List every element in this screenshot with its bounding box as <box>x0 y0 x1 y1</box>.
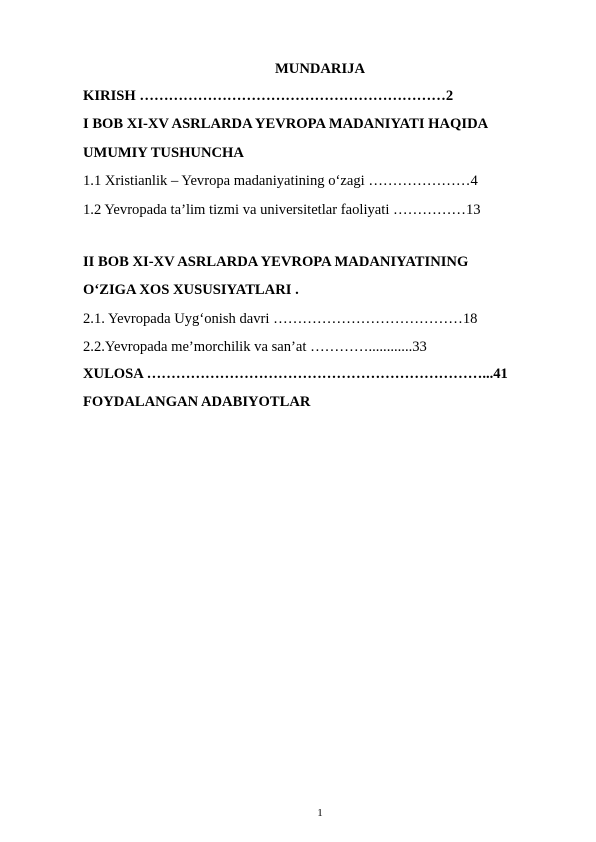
toc-title: MUNDARIJA <box>275 61 365 77</box>
toc-entry-chapter-1-line-2: UMUMIY TUSHUNCHA <box>83 145 244 161</box>
toc-entry-references: FOYDALANGAN ADABIYOTLAR <box>83 394 311 410</box>
toc-entry-chapter-2-line-1: II BOB XI-XV ASRLARDA YEVROPA MADANIYATINING <box>83 254 469 270</box>
toc-entry-chapter-2-line-2: O‘ZIGA XOS XUSUSIYATLARI . <box>83 282 299 298</box>
toc-entry-chapter-1-line-1: I BOB XI-XV ASRLARDA YEVROPA MADANIYATI HAQIDA <box>83 116 489 132</box>
toc-entry-section-1-2: 1.2 Yevropada ta’lim tizmi va universitetlar faoliyati ……………13 <box>83 202 481 218</box>
toc-entry-section-1-1: 1.1 Xristianlik – Yevropa madaniyatining o‘zagi …………………4 <box>83 173 478 189</box>
toc-entry-section-2-2: 2.2.Yevropada me’morchilik va san’at …………............33 <box>83 339 427 355</box>
page-number: 1 <box>317 807 323 819</box>
toc-entry-section-2-1: 2.1. Yevropada Uyg‘onish davri …………………………………18 <box>83 311 478 327</box>
toc-entry-kirish: KIRISH ………………………………………………………2 <box>83 88 454 104</box>
toc-entry-xulosa: XULOSA ……………………………………………………………...41 <box>83 366 508 382</box>
